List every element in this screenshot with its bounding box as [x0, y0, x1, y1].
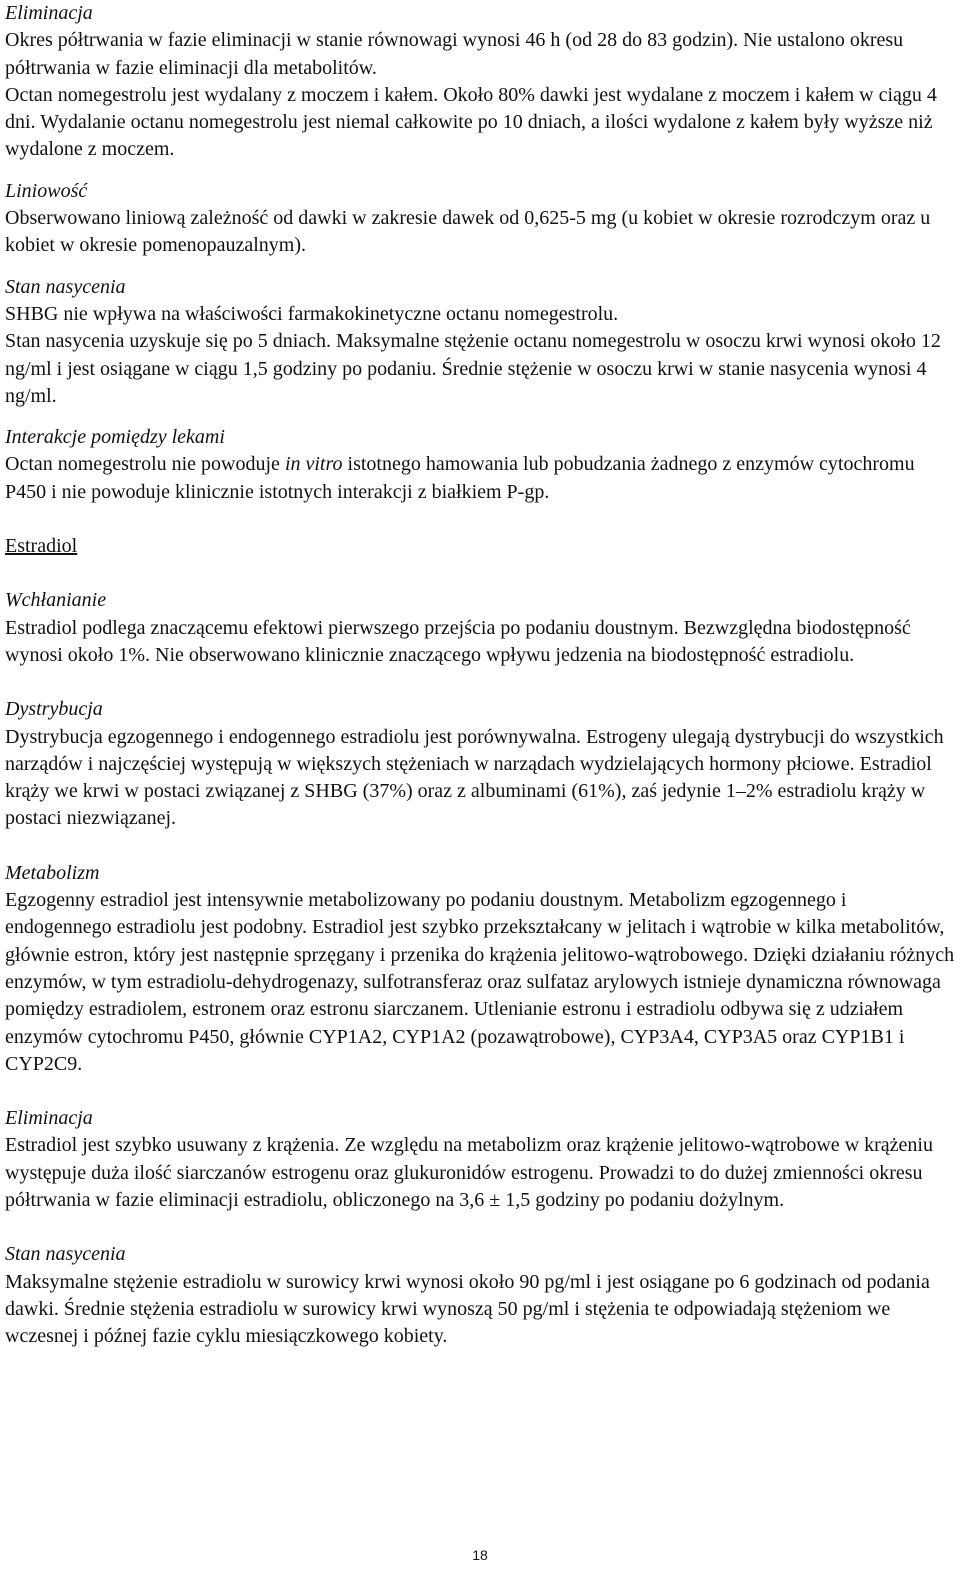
- subheading-linearity: Liniowość: [5, 179, 88, 202]
- section-metabolism: [5, 860, 955, 1078]
- subheading-absorption: Wchłanianie: [5, 589, 107, 612]
- section-elimination-estradiol: [5, 1105, 955, 1214]
- paragraph-linearity: Obserwowano liniową zależność od dawki w zakresie dawek od 0,625-5 mg (u kobiet w okresie rozrodczym oraz u kobiet w okresie pomenopauzalnym).: [5, 207, 931, 257]
- paragraph-metabolism: Egzogenny estradiol jest intensywnie metabolizowany po podaniu doustnym. Metabolizm egzogennego i endogennego estradiolu jest podobny. Estradiol jest szybko przekształcany w jelitach i wątrobie w kilka metabolitów, głównie estron, który jest następnie sprzęgany i przenika do krążenia jelitowo-wątrobowego. Dzięki działaniu różnych enzymów, w tym estradiolu-dehydrogenazy, sulfotransferaz oraz sulfataz arylowych istnieje dynamiczna równowaga pomiędzy estradiolem, estronem oraz estronu siarczanem. Utlenianie estronu i estradiolu odbywa się z udziałem enzymów cytochromu P450, głównie CYP1A2, CYP1A2 (pozawątrobowe), CYP3A4, CYP3A5 oraz CYP1B1 i CYP2C9.: [5, 889, 955, 1075]
- paragraph-half-life: Okres półtrwania w fazie eliminacji w stanie równowagi wynosi 46 h (od 28 do 83 godzin). Nie ustalono okresu półtrwania w fazie eliminacji dla metabolitów.: [5, 29, 904, 79]
- section-steady-state-estradiol: [5, 1241, 955, 1350]
- subheading-steady-state: Stan nasycenia: [5, 275, 126, 298]
- in-vitro-term: in vitro: [284, 453, 343, 476]
- section-steady-state-nomegestrol: [5, 274, 955, 410]
- paragraph-distribution: Dystrybucja egzogennego i endogennego estradiolu jest porównywalna. Estrogeny ulegają dystrybucji do wszystkich narządów i najczęściej występują w większych stężeniach w narządach wydzielających hormony płciowe. Estradiol krąży we krwi w postaci związanej z SHBG (37%) oraz z albuminami (61%), zaś jedynie 1–2% estradiolu krąży w postaci niezwiązanej.: [5, 725, 944, 830]
- section-estradiol: [5, 533, 955, 560]
- paragraph-elimination-estradiol: Estradiol jest szybko usuwany z krążenia. Ze względu na metabolizm oraz krążenie jelitowo-wątrobowe w krążeniu występuje duża ilość siarczanów estrogenu oraz glukuronidów estrogenu. Prowadzi to do dużej zmienności okresu półtrwania w fazie eliminacji estradiolu, obliczonego na 3,6 ± 1,5 godziny po podaniu dożylnym.: [5, 1134, 933, 1211]
- subheading-interactions: Interakcje pomiędzy lekami: [5, 426, 225, 449]
- subheading-metabolism: Metabolizm: [5, 861, 100, 884]
- subheading-distribution: Dystrybucja: [5, 698, 103, 721]
- paragraph-excretion: Octan nomegestrolu jest wydalany z moczem i kałem. Około 80% dawki jest wydalane z moczem i kałem w ciągu 4 dni. Wydalanie octanu nomegestrolu jest niemal całkowite po 10 dniach, a ilości wydalone z kałem były wyższe niż wydalone z moczem.: [5, 83, 937, 161]
- interactions-text-end: istotnego hamowania lub pobudzania żadnego z enzymów cytochromu P450 i nie powoduje klinicznie istotnych interakcji z białkiem P-gp.: [5, 453, 915, 503]
- section-linearity: [5, 178, 955, 260]
- paragraph-absorption: Estradiol podlega znaczącemu efektowi pierwszego przejścia po podaniu doustnym. Bezwzględna biodostępność wynosi około 1%. Nie obserwowano klinicznie znaczącego wpływu jedzenia na biodostępność estradiolu.: [5, 616, 911, 666]
- paragraph-steady-state-estradiol: Maksymalne stężenie estradiolu w surowicy krwi wynosi około 90 pg/ml i jest osiągane po 6 godzinach od podania dawki. Średnie stężenia estradiolu w surowicy krwi wynoszą 50 pg/ml i stężenia te odpowiadają stężeniom we wczesnej i późnej fazie cyklu miesiączkowego kobiety.: [5, 1270, 930, 1348]
- section-title-estradiol: Estradiol: [5, 535, 78, 558]
- page-number: 18: [472, 1547, 488, 1563]
- document-page: [5, 0, 955, 1350]
- paragraph-steady-concentration: Stan nasycenia uzyskuje się po 5 dniach. Maksymalne stężenie octanu nomegestrolu w osoczu krwi wynosi około 12 ng/ml i jest osiągane w ciągu 1,5 godziny po podaniu. Średnie stężenie w osoczu krwi w stanie nasycenia wynosi 4 ng/ml.: [5, 330, 941, 407]
- section-elimination-nomegestrol: [5, 0, 955, 164]
- paragraph-shbg: SHBG nie wpływa na właściwości farmakokinetyczne octanu nomegestrolu.: [5, 302, 619, 325]
- section-distribution: [5, 696, 955, 832]
- paragraph-interactions: [5, 451, 955, 506]
- interactions-text-start: Octan nomegestrolu nie powoduje: [5, 453, 285, 476]
- section-drug-interactions: [5, 424, 955, 506]
- section-absorption: [5, 587, 955, 669]
- subheading-elimination: Eliminacja: [5, 2, 93, 24]
- subheading-steady-state-estradiol: Stan nasycenia: [5, 1243, 126, 1266]
- subheading-elimination-estradiol: Eliminacja: [5, 1107, 93, 1130]
